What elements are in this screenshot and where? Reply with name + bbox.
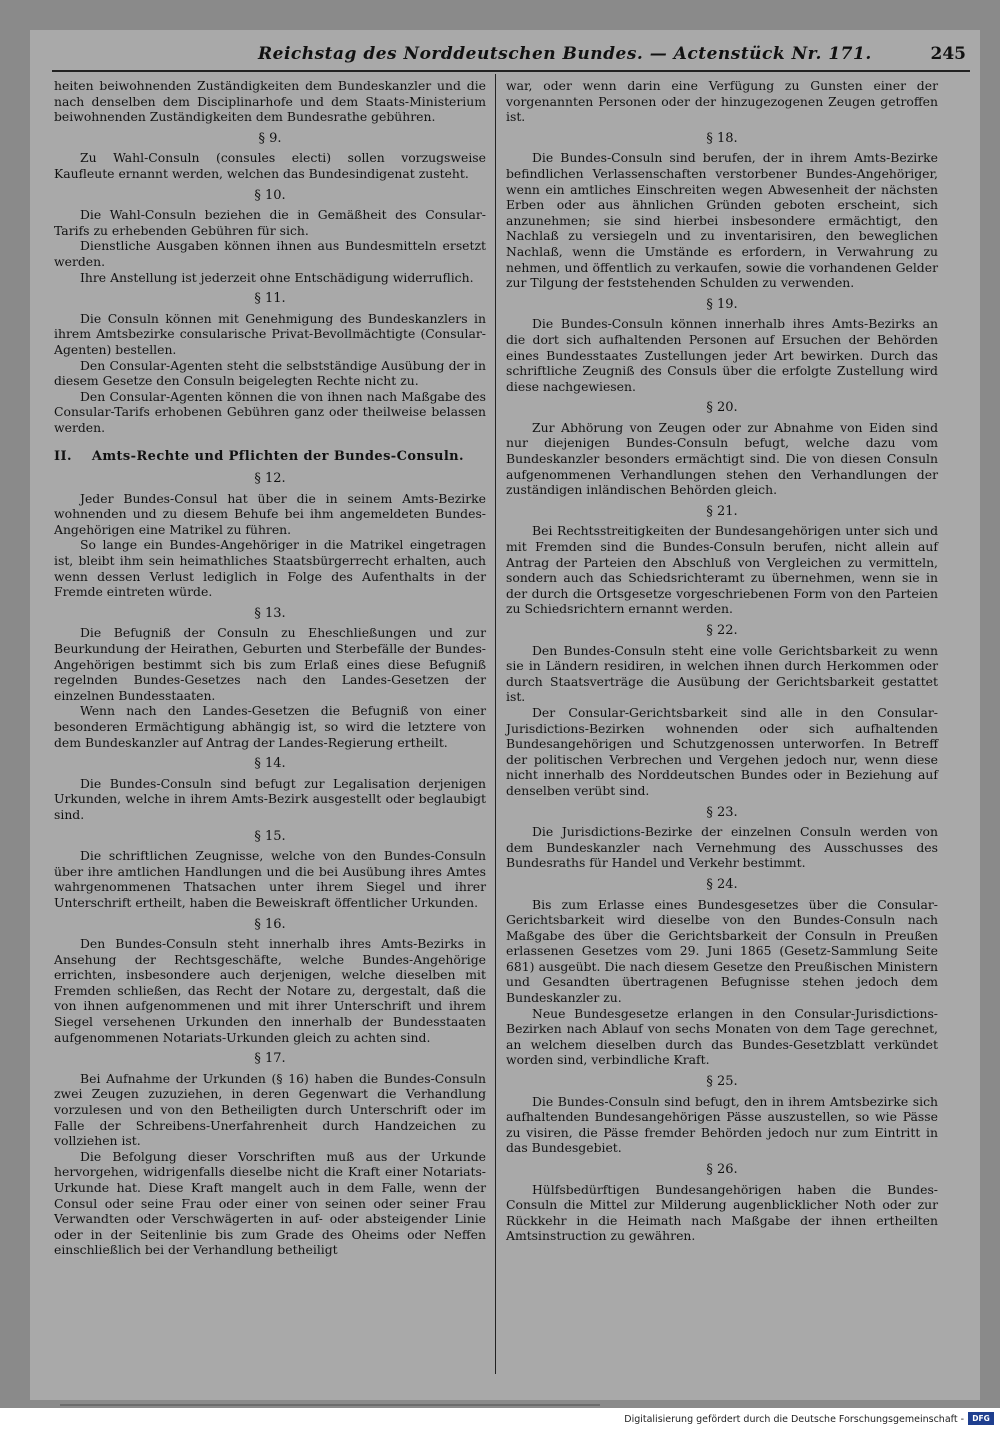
paragraph-number: § 13.	[254, 605, 286, 621]
body-paragraph: Die Befugniß der Consuln zu Eheschließungen und zur Beurkundung der Heirathen, Geburten und Sterbefälle der Bundes-Angehörigen bestimmt sich bis zum Erlaß eines diese Befugniß regelnden Bundes-Gesetzes nach den Landes-Gesetzen der einzelnen Bundesstaaten.	[54, 625, 486, 703]
body-paragraph: Den Bundes-Consuln steht innerhalb ihres Amts-Bezirks in Ansehung der Rechtsgeschäfte, welche Bundes-Angehörige errichten, insbesondere auch derjenigen, welche dieselben mit Fremden schließen, das Recht der Notare zu, dergestalt, daß die von ihnen aufgenommenen und mit ihrer Unterschrift und ihrem Siegel versehenen Urkunden den innerhalb der Bundesstaaten aufgenommenen Notariats-Urkunden gleich zu achten sind.	[54, 936, 486, 1045]
paragraph-number: § 22.	[706, 623, 738, 638]
body-paragraph: heiten beiwohnenden Zuständigkeiten dem Bundeskanzler und die nach denselben dem Disciplinarhofe und dem Staats-Ministerium beiwohnenden Zuständigkeiten dem Bundesrathe gebühren.	[54, 78, 486, 125]
body-paragraph: war, oder wenn darin eine Verfügung zu Gunsten einer der vorgenannten Personen oder der hinzugezogenen Zeugen getroffen ist.	[506, 78, 938, 125]
paragraph-number: § 17.	[254, 1051, 286, 1067]
paragraph-number: § 19.	[706, 296, 738, 312]
paragraph-number: § 20.	[706, 400, 738, 416]
scan-artifact-strip	[60, 1404, 600, 1406]
body-paragraph: Zur Abhörung von Zeugen oder zur Abnahme von Eiden sind nur diejenigen Bundes-Consuln befugt, welche dazu vom Bundeskanzler besonders ermächtigt sind. Die von diesen Consuln aufgenommenen Verhandlungen stehen den Verhandlungen der zuständigen inländischen Behörden gleich.	[506, 419, 938, 498]
body-paragraph: Jeder Bundes-Consul hat über die in seinem Amts-Bezirke wohnenden und zu diesem Behufe bei ihm angemeldeten Bundes-Angehörigen eine Matrikel zu führen.	[54, 490, 486, 537]
body-paragraph: Dienstliche Ausgaben können ihnen aus Bundesmitteln ersetzt werden.	[54, 238, 486, 269]
body-paragraph: Bis zum Erlasse eines Bundesgesetzes über die Consular-Gerichtsbarkeit wird dieselbe von den Bundes-Consuln nach Maßgabe des über die Gerichtsbarkeit der Consuln in Preußen erlassenen Gesetzes vom 29. Juni 1865 (Gesetz-Sammlung Seite 681) ausgeübt. Die nach diesem Gesetze den Preußischen Ministern und Gesandten übertragenen Befugnisse stehen jedoch dem Bundeskanzler zu.	[506, 896, 938, 1006]
dfg-logo	[968, 1412, 994, 1425]
section-heading-number: II.	[54, 449, 72, 465]
paragraph-number: § 15.	[254, 828, 286, 844]
left-column	[54, 78, 486, 1258]
paragraph-number: § 11.	[254, 291, 286, 307]
paragraph-number: § 14.	[254, 756, 286, 772]
body-paragraph: Die Bundes-Consuln können innerhalb ihres Amts-Bezirks an die dort sich aufhaltenden Personen auf Ersuchen der Behörden eines Bundesstaates Zustellungen jeder Art bewirken. Durch das schriftliche Zeugniß des Consuls über die erfolgte Zustellung wird diese nachgewiesen.	[506, 316, 938, 394]
body-paragraph: Den Consular-Agenten können die von ihnen nach Maßgabe des Consular-Tarifs erhobenen Gebühren ganz oder theilweise belassen werden.	[54, 388, 486, 435]
body-paragraph: Die Bundes-Consuln sind berufen, der in ihrem Amts-Bezirke befindlichen Verlassenschaften verstorbener Bundes-Angehöriger, wenn ein amtliches Einschreiten wegen Abwesenheit der nächsten Erben oder aus ähnlichen Gründen geboten erscheint, sich anzunehmen; sie sind hierbei insbesondere ermächtigt, den Nachlaß zu versiegeln und zu inventarisiren, den beweglichen Nachlaß, wenn die Umstände es erfordern, in Verwahrung zu nehmen, und öffentlich zu verkaufen, sowie die vorhandenen Gelder zur Tilgung der feststehenden Schulden zu verwenden.	[506, 150, 938, 291]
paragraph-number: § 18.	[706, 130, 738, 146]
body-paragraph: Die Consuln können mit Genehmigung des Bundeskanzlers in ihrem Amtsbezirke consularische Privat-Bevollmächtigte (Consular-Agenten) bestellen.	[54, 310, 486, 357]
body-paragraph: Die Bundes-Consuln sind befugt, den in ihrem Amtsbezirke sich aufhaltenden Bundesangehörigen Pässe auszustellen, so wie Pässe zu visiren, die Pässe fremder Behörden jedoch nur zum Eintritt in das Bundesgebiet.	[506, 1093, 938, 1156]
body-paragraph: Hülfsbedürftigen Bundesangehörigen haben die Bundes-Consuln die Mittel zur Milderung augenblicklicher Noth oder zur Rückkehr in die Heimath nach Maßgabe der ihnen ertheilten Amtsinstruction zu gewähren.	[506, 1181, 938, 1244]
body-paragraph: Die Wahl-Consuln beziehen die in Gemäßheit des Consular-Tarifs zu erhebenden Gebühren für sich.	[54, 207, 486, 238]
digitization-credit: Digitalisierung gefördert durch die Deutsche Forschungsgemeinschaft -	[624, 1414, 964, 1425]
page-number: 245	[930, 44, 966, 64]
paragraph-number: § 26.	[706, 1162, 738, 1177]
body-paragraph: Die Befolgung dieser Vorschriften muß aus der Urkunde hervorgehen, widrigenfalls dieselbe nicht die Kraft einer Notariats-Urkunde hat. Diese Kraft mangelt auch in dem Falle, wenn der Consul oder seine Frau oder einer von seinen oder seiner Frau Verwandten oder Verschwägerten in auf- oder absteigender Linie oder in der Seitenlinie bis zum Grade des Oheims oder Neffen einschließlich bei der Verhandlung betheiligt	[54, 1148, 486, 1258]
body-paragraph: Die schriftlichen Zeugnisse, welche von den Bundes-Consuln über ihre amtlichen Handlungen und die bei Ausübung ihres Amtes wahrgenommenen Thatsachen unter ihrem Siegel und ihrer Unterschrift ertheilt, haben die Beweiskraft öffentlicher Urkunden.	[54, 848, 486, 910]
body-paragraph: Zu Wahl-Consuln (consules electi) sollen vorzugsweise Kaufleute ernannt werden, welchen das Bundesindigenat zusteht.	[54, 150, 486, 181]
header-rule	[52, 70, 970, 72]
body-paragraph: Neue Bundesgesetze erlangen in den Consular-Jurisdictions-Bezirken nach Ablauf von sechs Monaten von dem Tage gerechnet, an welchem dieselben durch das Bundes-Gesetzblatt verkündet worden sind, verbindliche Kraft.	[506, 1005, 938, 1068]
paragraph-number: § 23.	[706, 804, 738, 820]
body-paragraph: Bei Rechtsstreitigkeiten der Bundesangehörigen unter sich und mit Fremden sind die Bundes-Consuln berufen, nicht allein auf Antrag der Parteien den Abschluß von Vergleichen zu vermitteln, sondern auch das Schiedsrichteramt zu übernehmen, wenn sie in der durch die Ortsgesetze vorgeschriebenen Form von den Parteien zu Schiedsrichtern ernannt werden.	[506, 523, 938, 617]
section-heading-title: Amts-Rechte und Pflichten der Bundes-Consuln.	[91, 449, 464, 465]
right-column	[506, 78, 938, 1244]
body-paragraph: Der Consular-Gerichtsbarkeit sind alle in den Consular-Jurisdictions-Bezirken wohnenden oder sich aufhaltenden Bundesangehörigen und Schutzgenossen unterworfen. In Betreff der politischen Verbrechen und Vergehen jedoch nur, wenn diese nicht innerhalb des Norddeutschen Bundes oder in Beziehung auf denselben verübt sind.	[506, 704, 938, 798]
column-divider	[495, 74, 496, 1374]
paragraph-number: § 16.	[254, 916, 286, 932]
paragraph-number: § 24.	[706, 876, 738, 892]
body-paragraph: Den Consular-Agenten steht die selbstständige Ausübung der in diesem Gesetze den Consuln beigelegten Rechte nicht zu.	[54, 357, 486, 389]
paragraph-number: § 25.	[706, 1074, 738, 1090]
body-paragraph: Bei Aufnahme der Urkunden (§ 16) haben die Bundes-Consuln zwei Zeugen zuzuziehen, in deren Gegenwart die Verhandlung vorzulesen und von den Betheiligten durch Unterschrift oder im Falle der Schreibens-Unerfahrenheit durch Handzeichen zu vollziehen ist.	[54, 1070, 486, 1149]
paragraph-number: § 21.	[706, 503, 738, 519]
body-paragraph: Die Jurisdictions-Bezirke der einzelnen Consuln werden von dem Bundeskanzler nach Vernehmung des Ausschusses des Bundesraths für Handel und Verkehr bestimmt.	[506, 824, 938, 871]
body-paragraph: Ihre Anstellung ist jederzeit ohne Entschädigung widerruflich.	[80, 269, 474, 285]
paragraph-number: § 9.	[258, 130, 282, 146]
body-paragraph: Den Bundes-Consuln steht eine volle Gerichtsbarkeit zu wenn sie in Ländern residiren, in welchen ihnen durch Herkommen oder durch Staatsverträge die Ausübung der Gerichtsbarkeit gestattet ist.	[506, 642, 938, 705]
document-page	[30, 30, 980, 1400]
paragraph-number: § 12.	[254, 471, 286, 487]
dfg-logo-text: DFG	[972, 1414, 990, 1423]
section-heading	[54, 449, 486, 465]
body-paragraph: Die Bundes-Consuln sind befugt zur Legalisation derjenigen Urkunden, welche in ihrem Amts-Bezirk ausgestellt oder beglaubigt sind.	[54, 775, 486, 822]
running-head: Reichstag des Norddeutschen Bundes. — Actenstück Nr. 171.	[258, 44, 872, 64]
paragraph-number: § 10.	[254, 187, 286, 203]
body-paragraph: Wenn nach den Landes-Gesetzen die Befugniß von einer besonderen Ermächtigung abhängig ist, so wird die letztere von dem Bundeskanzler auf Antrag der Landes-Regierung ertheilt.	[54, 703, 486, 750]
body-paragraph: So lange ein Bundes-Angehöriger in die Matrikel eingetragen ist, bleibt ihm sein heimathliches Staatsbürgerrecht erhalten, auch wenn dessen Verlust lediglich in Folge des Aufenthalts in der Fremde eintreten würde.	[54, 537, 486, 600]
